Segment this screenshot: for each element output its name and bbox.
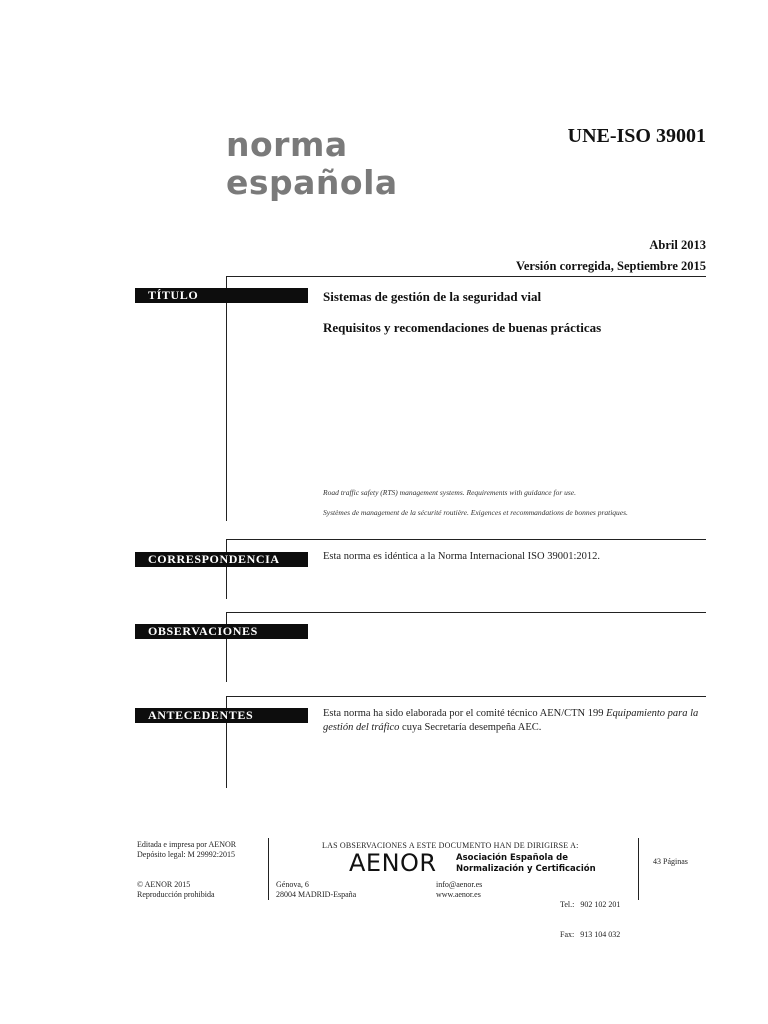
aenor-logo-subtitle	[456, 853, 596, 875]
antecedentes-rule	[226, 696, 706, 697]
footer-copyright	[137, 880, 215, 900]
title-french: Systèmes de management de la sécurité routière. Exigences et recommandations de bonnes pratiques.	[323, 508, 628, 517]
titulo-vertical-rule	[226, 276, 227, 521]
observations-notice: LAS OBSERVACIONES A ESTE DOCUMENTO HAN DE DIRIGIRSE A:	[322, 841, 579, 850]
copyright: © AENOR 2015	[137, 880, 191, 889]
correspondencia-vertical-rule	[226, 539, 227, 599]
edited-line1: Editada e impresa por AENOR	[137, 840, 237, 849]
revision-date: Versión corregida, Septiembre 2015	[515, 259, 706, 273]
aenor-logo: AENOR	[349, 849, 437, 877]
brand-norma: norma	[226, 125, 348, 164]
titulo-label: TÍTULO	[135, 288, 308, 303]
observaciones-rule	[226, 612, 706, 613]
footer-edited	[137, 840, 236, 860]
address-street: Génova, 6	[276, 880, 309, 889]
antecedentes-text	[323, 707, 707, 735]
antecedentes-text-part2: cuya Secretaría desempeña AEC.	[399, 722, 542, 733]
footer-divider-left	[268, 838, 269, 900]
correspondencia-text: Esta norma es idéntica a la Norma Internacional ISO 39001:2012.	[323, 551, 600, 562]
brand-espanola: española	[226, 163, 398, 202]
page-count: 43 Páginas	[653, 857, 688, 866]
correspondencia-label: CORRESPONDENCIA	[135, 552, 308, 567]
logo-sub-line1: Asociación Española de	[456, 853, 569, 863]
contact-web[interactable]: www.aenor.es	[436, 890, 481, 899]
standard-number: UNE-ISO 39001	[567, 125, 706, 147]
observaciones-vertical-rule	[226, 612, 227, 682]
footer-contact[interactable]	[436, 880, 482, 900]
title-main: Sistemas de gestión de la seguridad vial	[323, 289, 542, 304]
title-english: Road traffic safety (RTS) management systems. Requirements with guidance for use.	[323, 488, 577, 497]
reproduction-notice: Reproducción prohibida	[137, 890, 215, 899]
antecedentes-label: ANTECEDENTES	[135, 708, 308, 723]
contact-tel: Tel.: 902 102 201	[560, 900, 621, 909]
footer-address	[276, 880, 356, 900]
title-sub: Requisitos y recomendaciones de buenas prácticas	[323, 320, 602, 335]
logo-sub-line2: Normalización y Certificación	[456, 864, 596, 874]
observaciones-label: OBSERVACIONES	[135, 624, 308, 639]
footer-divider-right	[638, 838, 639, 900]
antecedentes-committee-name: Equipamiento para la gestión del tráfico	[323, 708, 699, 733]
legal-deposit: Depósito legal: M 29992:2015	[137, 850, 235, 859]
address-city: 28004 MADRID-España	[276, 890, 357, 899]
correspondencia-rule	[226, 539, 706, 540]
antecedentes-text-part1: Esta norma ha sido elaborada por el comité técnico AEN/CTN 199	[323, 708, 607, 719]
contact-fax: Fax: 913 104 032	[560, 930, 621, 939]
publication-date: Abril 2013	[649, 238, 706, 252]
footer-phone	[560, 880, 620, 950]
contact-email[interactable]: info@aenor.es	[436, 880, 483, 889]
titulo-rule	[226, 276, 706, 277]
